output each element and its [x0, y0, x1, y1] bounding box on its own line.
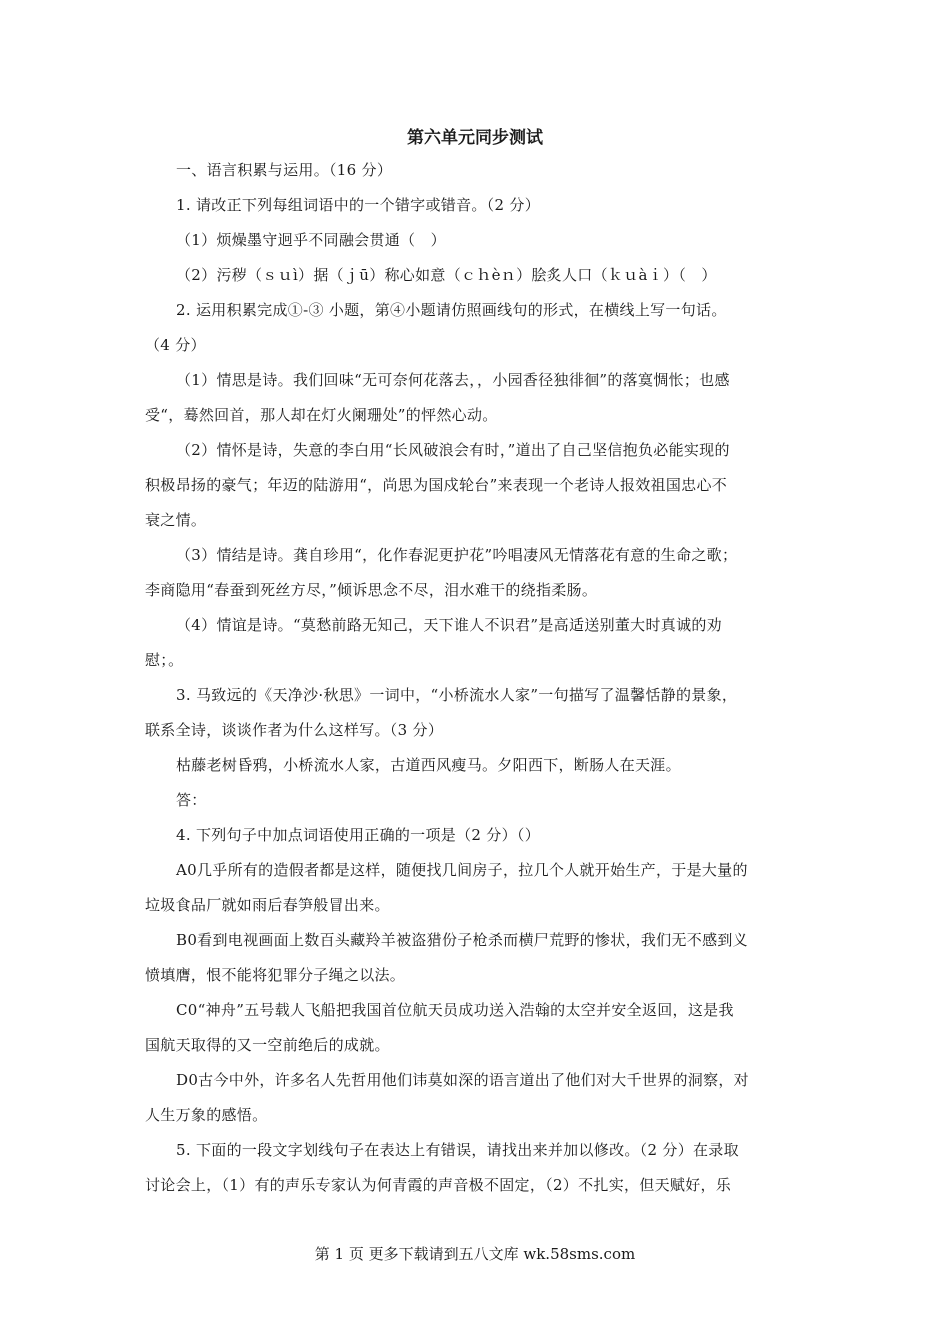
question-2-item-2: （2）情怀是诗，失意的李白用“长风破浪会有时，”道出了自己坚信抱负必能实现的 [176, 441, 730, 459]
question-2-item-2-cont: 积极昂扬的豪气；年迈的陆游用“，尚思为国戍轮台”来表现一个老诗人报效祖国忠心不 [145, 476, 728, 494]
question-4: 4. 下列句子中加点词语使用正确的一项是（2 分）（） [176, 826, 540, 844]
option-a: A0几乎所有的造假者都是这样，随便找几间房子，拉几个人就开始生产，于是大量的 [176, 861, 748, 879]
question-3-cont: 联系全诗，谈谈作者为什么这样写。（3 分） [145, 721, 444, 739]
answer-label: 答： [176, 791, 207, 809]
option-d-cont: 人生万象的感悟。 [145, 1106, 268, 1124]
question-2-item-4: （4）情谊是诗。“莫愁前路无知己，天下谁人不识君”是高适送别董大时真诚的劝 [176, 616, 722, 634]
option-b: B0看到电视画面上数百头藏羚羊被盗猎份子枪杀而横尸荒野的惨状，我们无不感到义 [176, 931, 748, 949]
section-heading: 一、语言积累与运用。（16 分） [176, 161, 393, 179]
option-d: D0古今中外，许多名人先哲用他们讳莫如深的语言道出了他们对大千世界的洞察，对 [176, 1071, 749, 1089]
question-1-item-1: （1）烦燥墨守迥乎不同融会贯通（ ） [176, 231, 446, 249]
option-c: C0“神舟”五号载人飞船把我国首位航天员成功送入浩翰的太空并安全返回，这是我 [176, 1001, 734, 1019]
option-c-cont: 国航天取得的又一空前绝后的成就。 [145, 1036, 390, 1054]
question-2-item-4-cont: 慰；。 [145, 651, 184, 669]
question-1-item-2: （2）污秽（ｓｕì）据（ｊū）称心如意（ｃｈèｎ）脍炙人口（ｋｕàｉ）（ ） [176, 266, 717, 284]
page-title: 第六单元同步测试 [407, 128, 543, 148]
page-footer: 第 1 页 更多下载请到五八文库 wk.58sms.com [314, 1245, 636, 1263]
question-2-item-1-cont: 受“，蓦然回首，那人却在灯火阑珊处”的怦然心动。 [145, 406, 498, 424]
question-2-item-2-end: 衰之情。 [145, 511, 207, 529]
question-5-cont: 讨论会上，（1）有的声乐专家认为何青霞的声音极不固定，（2）不扎实，但天赋好，乐 [145, 1176, 732, 1194]
question-2-score: （4 分） [145, 336, 206, 354]
question-2-item-3-cont: 李商隐用“春蚕到死丝方尽，”倾诉思念不尽，泪水难干的绕指柔肠。 [145, 581, 598, 599]
question-2-item-3: （3）情结是诗。龚自珍用“，化作春泥更护花”吟唱凄风无情落花有意的生命之歌； [176, 546, 738, 564]
question-1: 1. 请改正下列每组词语中的一个错字或错音。（2 分） [176, 196, 540, 214]
poem-text: 枯藤老树昏鸦，小桥流水人家，古道西风瘦马。夕阳西下，断肠人在天涯。 [176, 756, 681, 774]
option-a-cont: 垃圾食品厂就如雨后春笋般冒出来。 [145, 896, 390, 914]
question-2: 2. 运用积累完成①-③ 小题，第④小题请仿照画线句的形式，在横线上写一句话。 [176, 301, 727, 319]
question-5: 5. 下面的一段文字划线句子在表达上有错误，请找出来并加以修改。（2 分）在录取 [176, 1141, 739, 1159]
question-2-item-1: （1）情思是诗。我们回味“无可奈何花落去，，小园香径独徘徊”的落寞惆怅；也感 [176, 371, 730, 389]
option-b-cont: 愤填膺，恨不能将犯罪分子绳之以法。 [145, 966, 406, 984]
question-3: 3. 马致远的《天净沙·秋思》一词中，“小桥流水人家”一句描写了温馨恬静的景象， [176, 686, 738, 704]
